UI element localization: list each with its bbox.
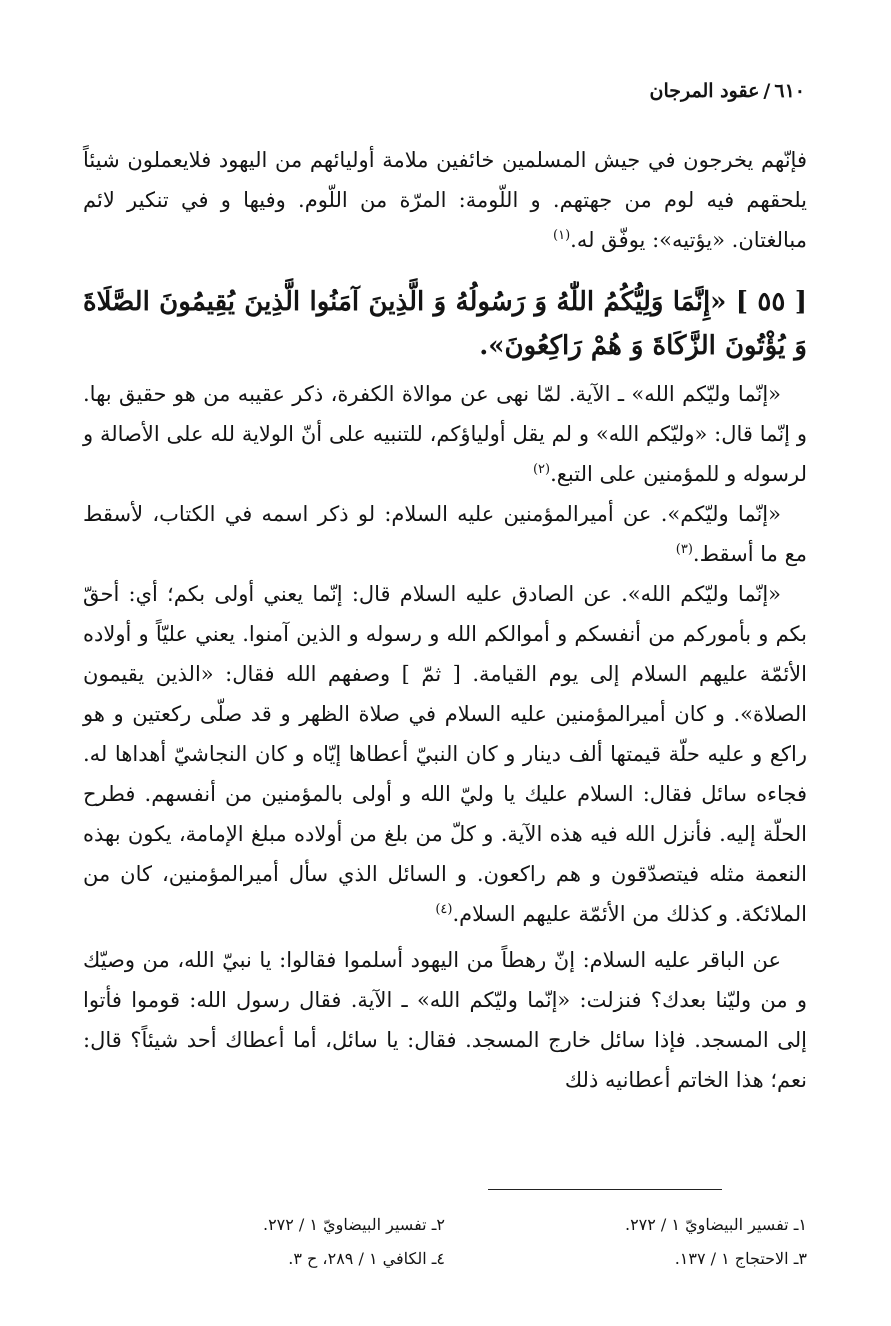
paragraph-1 [83,140,807,260]
footnote-4: ٤ـ الكافي ١ / ٢٨٩، ح ٣. [288,1249,445,1268]
footnote-ref-4: (٤) [435,902,453,917]
page-number: ٦١٠ [774,80,805,102]
footnote-row [83,1208,807,1242]
paragraph-4 [83,574,807,934]
footnote-divider [488,1189,722,1190]
footnote-ref-1: (١) [553,228,571,243]
paragraph-4-text: «إنّما وليّكم الله». عن الصادق عليه السلام قال: إنّما يعني أولى بكم؛ أي: أحقّ بكم و بأموركم من أنفسكم و أموالكم الله و رسوله و الذين آمنوا. يعني عليّاً و أولاده الأئمّة عليهم السلام إلى يوم القيامة. [ ثمّ ] وصفهم الله فقال: «الذين يقيمون الصلاة». و كان أميرالمؤمنين عليه السلام في صلاة الظهر و قد صلّى ركعتين و هو راكع و عليه حلّة قيمتها ألف دينار و كان النبيّ أعطاها إيّاه و كان النجاشيّ أهداها له. فجاءه سائل فقال: السلام عليك يا وليّ الله و أولى بالمؤمنين من أنفسهم. فطرح الحلّة إليه. فأنزل الله فيه هذه الآية. و كلّ من بلغ من أولاده مبلغ الإمامة، يكون بهذه النعمة مثله فيتصدّقون و هم راكعون. و السائل الذي سأل أميرالمؤمنين، كان من الملائكة. و كذلك من الأئمّة عليهم السلام. [83,582,807,926]
paragraph-3-text: «إنّما وليّكم». عن أميرالمؤمنين عليه السلام: لو ذكر اسمه في الكتاب، لأسقط مع ما أسقط. [83,502,807,566]
paragraph-2 [83,374,807,494]
paragraph-1-text: فإنّهم يخرجون في جيش المسلمين خائفين ملامة أوليائهم من اليهود فلايعملون شيئاً يلحقهم فيه لوم من جهتهم. و اللّومة: المرّة من اللّوم. وفيها و في تنكير لائم مبالغتان. «يؤتيه»: يوفّق له. [83,148,807,252]
paragraph-5: عن الباقر عليه السلام: إنّ رهطاً من اليهود أسلموا فقالوا: يا نبيّ الله، من وصيّك و من وليّنا بعدك؟ فنزلت: «إنّما وليّكم الله» ـ الآية. فقال رسول الله: قوموا فأتوا إلى المسجد. فإذا سائل خارج المسجد. فقال: يا سائل، أما أعطاك أحد شيئاً؟ قال: نعم؛ هذا الخاتم أعطانيه ذلك [83,948,807,1092]
footnotes [83,1208,807,1276]
footnote-ref-3: (٣) [675,542,693,557]
quran-verse: [ ٥٥ ] «إِنَّمَا وَلِيُّكُمُ اللّٰهُ وَ رَسُولُهُ وَ الَّذِينَ آمَنُوا الَّذِينَ يُقِيمُونَ الصَّلَاةَ وَ يُؤْتُونَ الزَّكَاةَ وَ هُمْ رَاكِعُونَ». [83,287,808,361]
footnote-1: ١ـ تفسير البيضاويّ ١ / ٢٧٢. [624,1215,807,1234]
paragraph-3 [83,494,807,574]
footnote-row [83,1242,807,1276]
book-title: عقود المرجان [649,80,760,102]
main-text [83,140,807,1100]
paragraph-2-text: «إنّما وليّكم الله» ـ الآية. لمّا نهى عن موالاة الكفرة، ذكر عقيبه من هو حقيق بها. و إنّما قال: «وليّكم الله» و لم يقل أولياؤكم، للتنبيه على أنّ الولاية لله على الأصالة و لرسوله و للمؤمنين على التبع. [83,382,807,486]
footnote-2: ٢ـ تفسير البيضاويّ ١ / ٢٧٢. [262,1215,445,1234]
footnote-ref-2: (٢) [532,462,551,477]
running-header [650,80,805,102]
footnote-3: ٣ـ الاحتجاج ١ / ١٣٧. [674,1249,807,1268]
header-separator: / [763,80,771,102]
